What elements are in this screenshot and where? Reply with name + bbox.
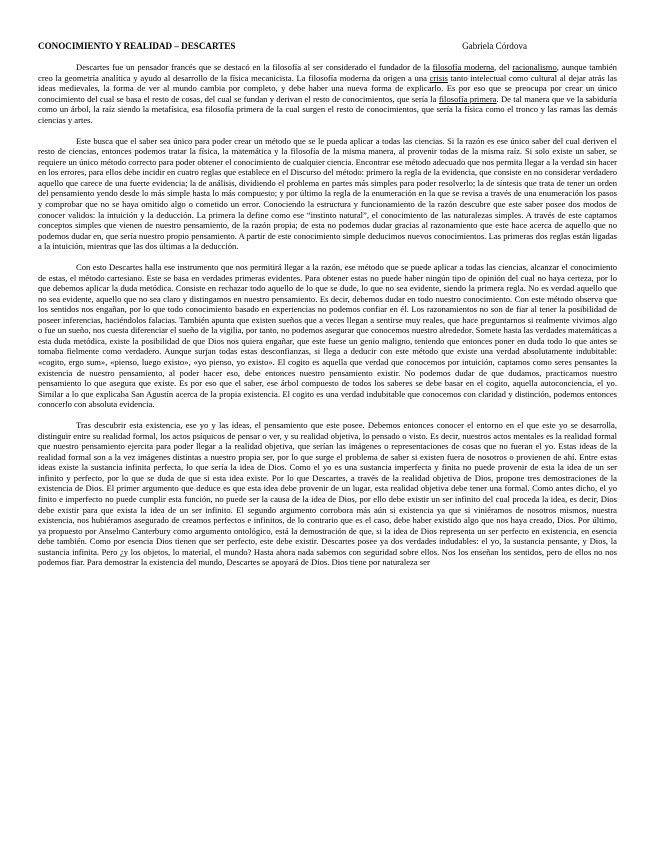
paragraph [38, 62, 617, 125]
paragraph [38, 136, 617, 252]
linked-term[interactable]: filosofía moderna [432, 62, 495, 72]
linked-term[interactable]: racionalismo [512, 62, 557, 72]
linked-term[interactable]: filosofía primera [438, 93, 497, 104]
text-run: tanto intelectual como cultural al dejar atrás las ideas medievales, la forma de ver al mundo cambia por completo, y debe haber una nueva forma de explicarlo. Es por eso que se preocupa por crear un único conocimiento del cual se basa el resto de cosas, del cual se fundan y derivan el resto de conocimientos, que sería la [38, 72, 617, 104]
text-run: . De tal manera que ve la sabiduría como un árbol, la raíz siendo la metafísica, esa filosofía primera de la cual surgen el resto de conocimientos, que sería la física como el tronco y las ramas las demás ciencias y artes. [38, 93, 617, 125]
paragraph [38, 420, 617, 568]
document-header [38, 41, 617, 52]
paragraph [38, 262, 617, 410]
text-run: Tras descubrir esta existencia, ese yo y las ideas, el pensamiento que este posee. Debemos entonces conocer el entorno en el que este yo se desarrolla, distinguir entre su realidad formal, los actos psíquicos de pensar o ver, y su realidad objetiva, lo pensado o visto. Es decir, nuestros actos mentales es la realidad formal que nuestro pensamiento ejercita para poder llegar a la realidad objetiva, que serían las imágenes o representaciones de cosas que no fueran el yo. Estas ideas de la realidad formal son a la vez imágenes distintas a nuestro propia ser, por lo que surge el problema de saber si existen fuera de nosotros o provienen de ahí. Entre estas ideas existe la sustancia infinita perfecta, lo que sería la idea de Dios. Como el yo es una sustancia imperfecta y finita no puede provenir de esta la idea de un ser infinito y perfecto, por lo que se duda de que si esta idea existe. Por lo que Descartes, a través de la realidad objetiva de Dios, propone tres demostraciones de la existencia de Dios. El primer argumento que deduce es que esta idea debe provenir de un lugar, esta realidad objetiva debe tener una formal. Como antes dicho, el yo finito e imperfecto no puede cumplir esta función, no puede ser la causa de la idea de Dios, por ello debe existir un ser infinito del cual proceda la idea, es decir, Dios debe existir para que exista la idea de un ser infinito. El segundo argumento corrobora más aún si existencia ya que si viniéramos de nosotros mismos, nuestra existencia, nos hubiéramos asegurado de creamos perfectos e infinitos, de lo contrario que es el caso, debe haber existido algo que nos haya creado, Dios. Por último, ya propuesto por Anselmo Canterbury como argumento ontológico, está la demostración de que, si la idea de Dios representa un ser perfecto en existencia, en esencia debe también. Como por esencia Dios tienen que ser perfecto, este debe existir. Descartes posee ya dos verdades indudables: el yo, la sustancia pensante, y Dios, la sustancia infinita. Pero ¿y los objetos, lo material, el mundo? Hasta ahora nada sabemos con seguridad sobre ellos. Nos los enseñan los sentidos, pero de ellos no nos podemos fiar. Para demostrar la existencia del mundo, Descartes se apoyará de Dios. Dios tiene por naturaleza ser [38, 420, 617, 568]
document-body [38, 62, 617, 568]
linked-term[interactable]: crisis [429, 72, 448, 83]
text-run: Este busca que el saber sea único para poder crear un método que se le pueda aplicar a todas las ciencias. Si la razón es ese único saber del cual deriven el resto de ciencias, entonces podemos tratar la física, la matemática y la filosofía de la misma manera, al provenir todas de la misma raíz. Si solo existe un saber, se requiere un único método correcto para poder obtener el conocimiento de cualquier ciencia. Encontrar ese método adecuado que nos permita llegar a la verdad sin hacer en los errores, para ellos debe incidir en cuatro reglas que establece en el Discurso del método: primero la regla de la evidencia, que consiste en no considerar verdadero aquello que carece de una fuerte evidencia; la de análisis, dividiendo el problema en partes más simples para poder resolverlo; la de síntesis que trata de tener un orden del pensamiento yendo desde lo más simple hasta lo más compuesto; y por último la regla de la enumeración en la que se revisa a través de una enumeración los pasos y comprobar que no se haya omitido algo o cometido un error. Conociendo la estructura y funcionamiento de la razón descubre que este saber posee dos modos de conocer validos: la intuición y la deducción. La primera la define como ese “instinto natural”, el conocimiento de las naturalezas simples. A través de este captamos conceptos simples que vienen de nuestro pensamiento, de la razón propia; de esta no podemos dudar gracias al razonamiento que este hace acerca de aquello que no podemos dudar en, que sería nuestro propio pensamiento. A partir de este conocimiento simple deducimos nuevos conocimientos. Las primeras dos reglas están ligadas a la intuición, mientras que las dos últimas a la deducción. [38, 135, 617, 252]
document-title: CONOCIMIENTO Y REALIDAD – DESCARTES [38, 41, 236, 51]
text-run: , aunque también creo la geometría analítica y ayudo al desarrollo de la física mecanicista. La filosofía moderna da origen a una [38, 62, 617, 83]
text-run: , del [494, 62, 513, 72]
document-author: Gabriela Córdova [462, 41, 527, 51]
text-run: Descartes fue un pensador francés que se destacó en la filosofía al ser considerado el fundador de la [76, 62, 433, 72]
text-run: Con esto Descartes halla ese instrumento que nos permitirá llegar a la razón, ese método que se puede aplicar a todas las ciencias, alcanzar el conocimiento de estas, el método cartesiano. Este se basa en verdades primeras evidentes. Para obtener estas no puede haber ningún tipo de opinión del cual no haya certeza, por lo que debemos aplicar la duda metódica. Consiste en rechazar todo aquello de lo que se dude, lo que no sea evidente, siendo la primera regla. No es verdad aquello que no sea evidente, aquello que no sea claro y distingamos en nuestro pensamiento. Es decir, debemos dudar en todo nuestro conocimiento. Con este método observa que los sentidos nos engañan, por lo que todo conocimiento basado en experiencias no podemos confiar en él. Los razonamientos no son de fiar al tener la posibilidad de poseer inferencias, haciéndolos falacias. También apunta que existen sueños que a veces llegan a sentirse muy reales, que hace preguntarnos si realmente vivimos algo o fue un sueño, nos cuesta diferenciar el sueño de la vigilia, por tanto, no podemos asegurar que conocemos nuestro alrededor. Somete hasta las verdades matemáticas a esta duda metódica, existe la posibilidad de que Dios nos quiera engañar, que este fuese un genio maligno, teniendo que entonces poner en duda todo lo que antes se tomaba fielmente como verdadero. Aunque surjan todas estas desconfianzas, si llega a deducir con este método que existe una verdad absolutamente indubitable: «cogito, ergo sum», «pienso, luego existo», «yo pienso, yo existo». El cogito es aquella que verdad que conocemos por intuición, captamos como seres pensantes la existencia de nuestro pensamiento, al poder hacer eso, debe entonces nuestro pensamiento existir. No podemos dudar de que dudamos, practicamos nuestro pensamiento lo que asegura que existe. Es por eso que el saber, ese árbol compuesto de todos los saberes se debe basar en el cogito, aquella autoconciencia, el yo. Similar a lo que explicaba San Agustín acerca de la propia existencia. El cogito es una verdad indubitable que conocemos con claridad y distinción, podemos entonces conocerlo con absoluta evidencia. [38, 262, 617, 410]
